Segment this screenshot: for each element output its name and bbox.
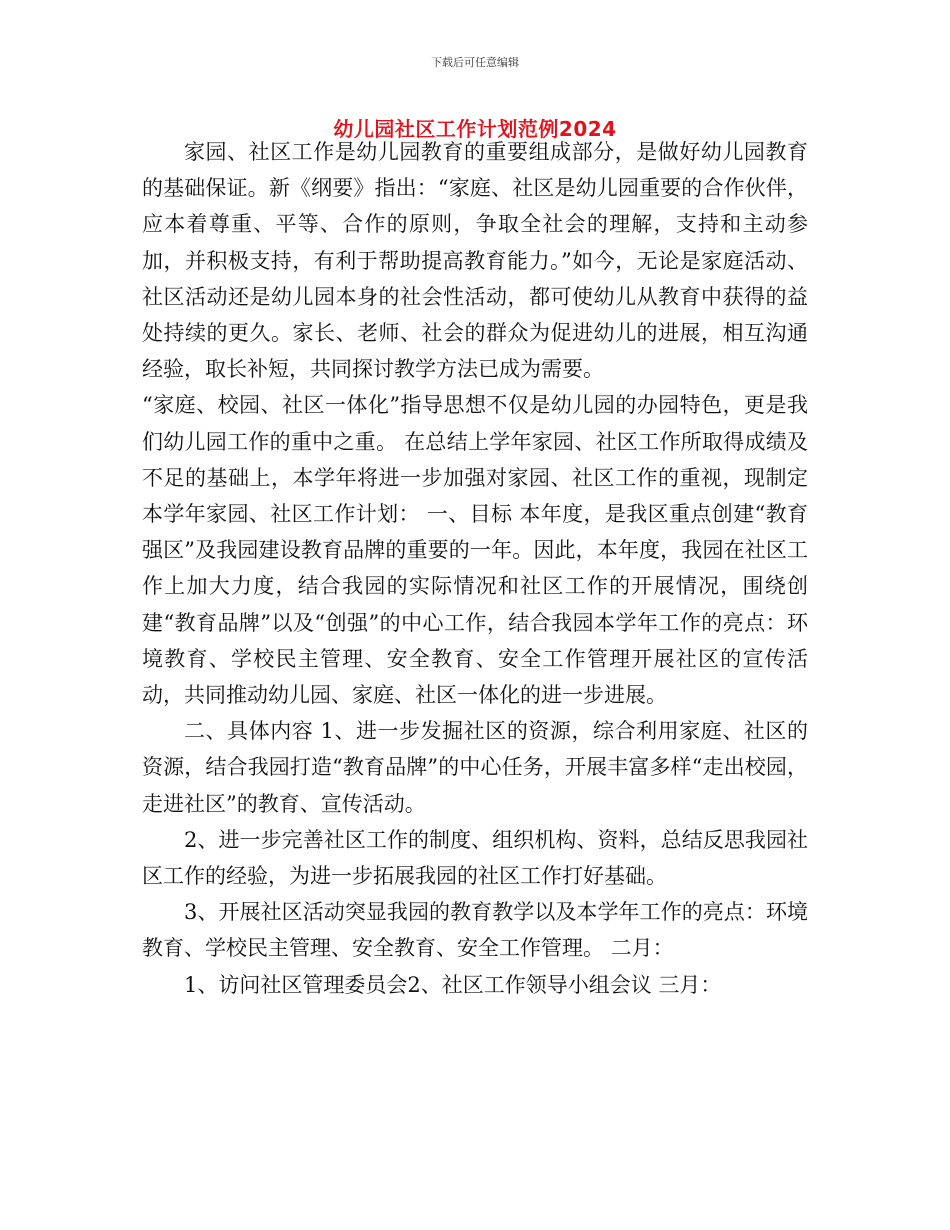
paragraph-content-2: 2、进一步完善社区工作的制度、组织机构、资料，总结反思我园社区工作的经验，为进一步拓展我园的社区工作打好基础。 bbox=[142, 827, 808, 889]
paragraph-intro: 家园、社区工作是幼儿园教育的重要组成部分，是做好幼儿园教育的基础保证。新《纲要》指出：“家庭、社区是幼儿园重要的合作伙伴，应本着尊重、平等、合作的原则，争取全社会的理解，支持和主动参加，并积极支持，有利于帮助提高教育能力。”如今，无论是家庭活动、社区活动还是幼儿园本身的社会性活动，都可使幼儿从教育中获得的益处持续的更久。家长、老师、社会的群众为促进幼儿的进展，相互沟通经验，取长补短，共同探讨教学方法已成为需要。 bbox=[142, 140, 808, 382]
document-title: 幼儿园社区工作计划范例2024 bbox=[333, 117, 617, 141]
paragraph-content-3: 3、开展社区活动突显我园的教育教学以及本学年工作的亮点：环境教育、学校民主管理、安全教育、安全工作管理。 二月： bbox=[142, 900, 808, 961]
document-body bbox=[142, 134, 808, 1003]
header-note: 下载后可任意编辑 bbox=[431, 56, 519, 69]
paragraph-goals: “家庭、校园、社区一体化”指导思想不仅是幼儿园的办园特色，更是我们幼儿园工作的重中之重。 在总结上学年家园、社区工作所取得成绩及不足的基础上，本学年将进一步加强对家园、社区工作的重视，现制定本学年家园、社区工作计划： 一、目标 本年度，是我区重点创建“教育强区”及我园建设教育品牌的重要的一年。因此，本年度，我园在社区工作上加大力度，结合我园的实际情况和社区工作的开展情况，围绕创建“教育品牌”以及“创强”的中心工作，结合我园本学年工作的亮点：环境教育、学校民主管理、安全教育、安全工作管理开展社区的宣传活动，共同推动幼儿园、家庭、社区一体化的进一步进展。 bbox=[142, 393, 808, 708]
paragraph-content-1: 二、具体内容 1、进一步发掘社区的资源，综合利用家庭、社区的资源，结合我园打造“教育品牌”的中心任务，开展丰富多样“走出校园，走进社区”的教育、宣传活动。 bbox=[142, 719, 808, 816]
paragraph-schedule: 1、访问社区管理委员会2、社区工作领导小组会议 三月： bbox=[184, 972, 722, 997]
